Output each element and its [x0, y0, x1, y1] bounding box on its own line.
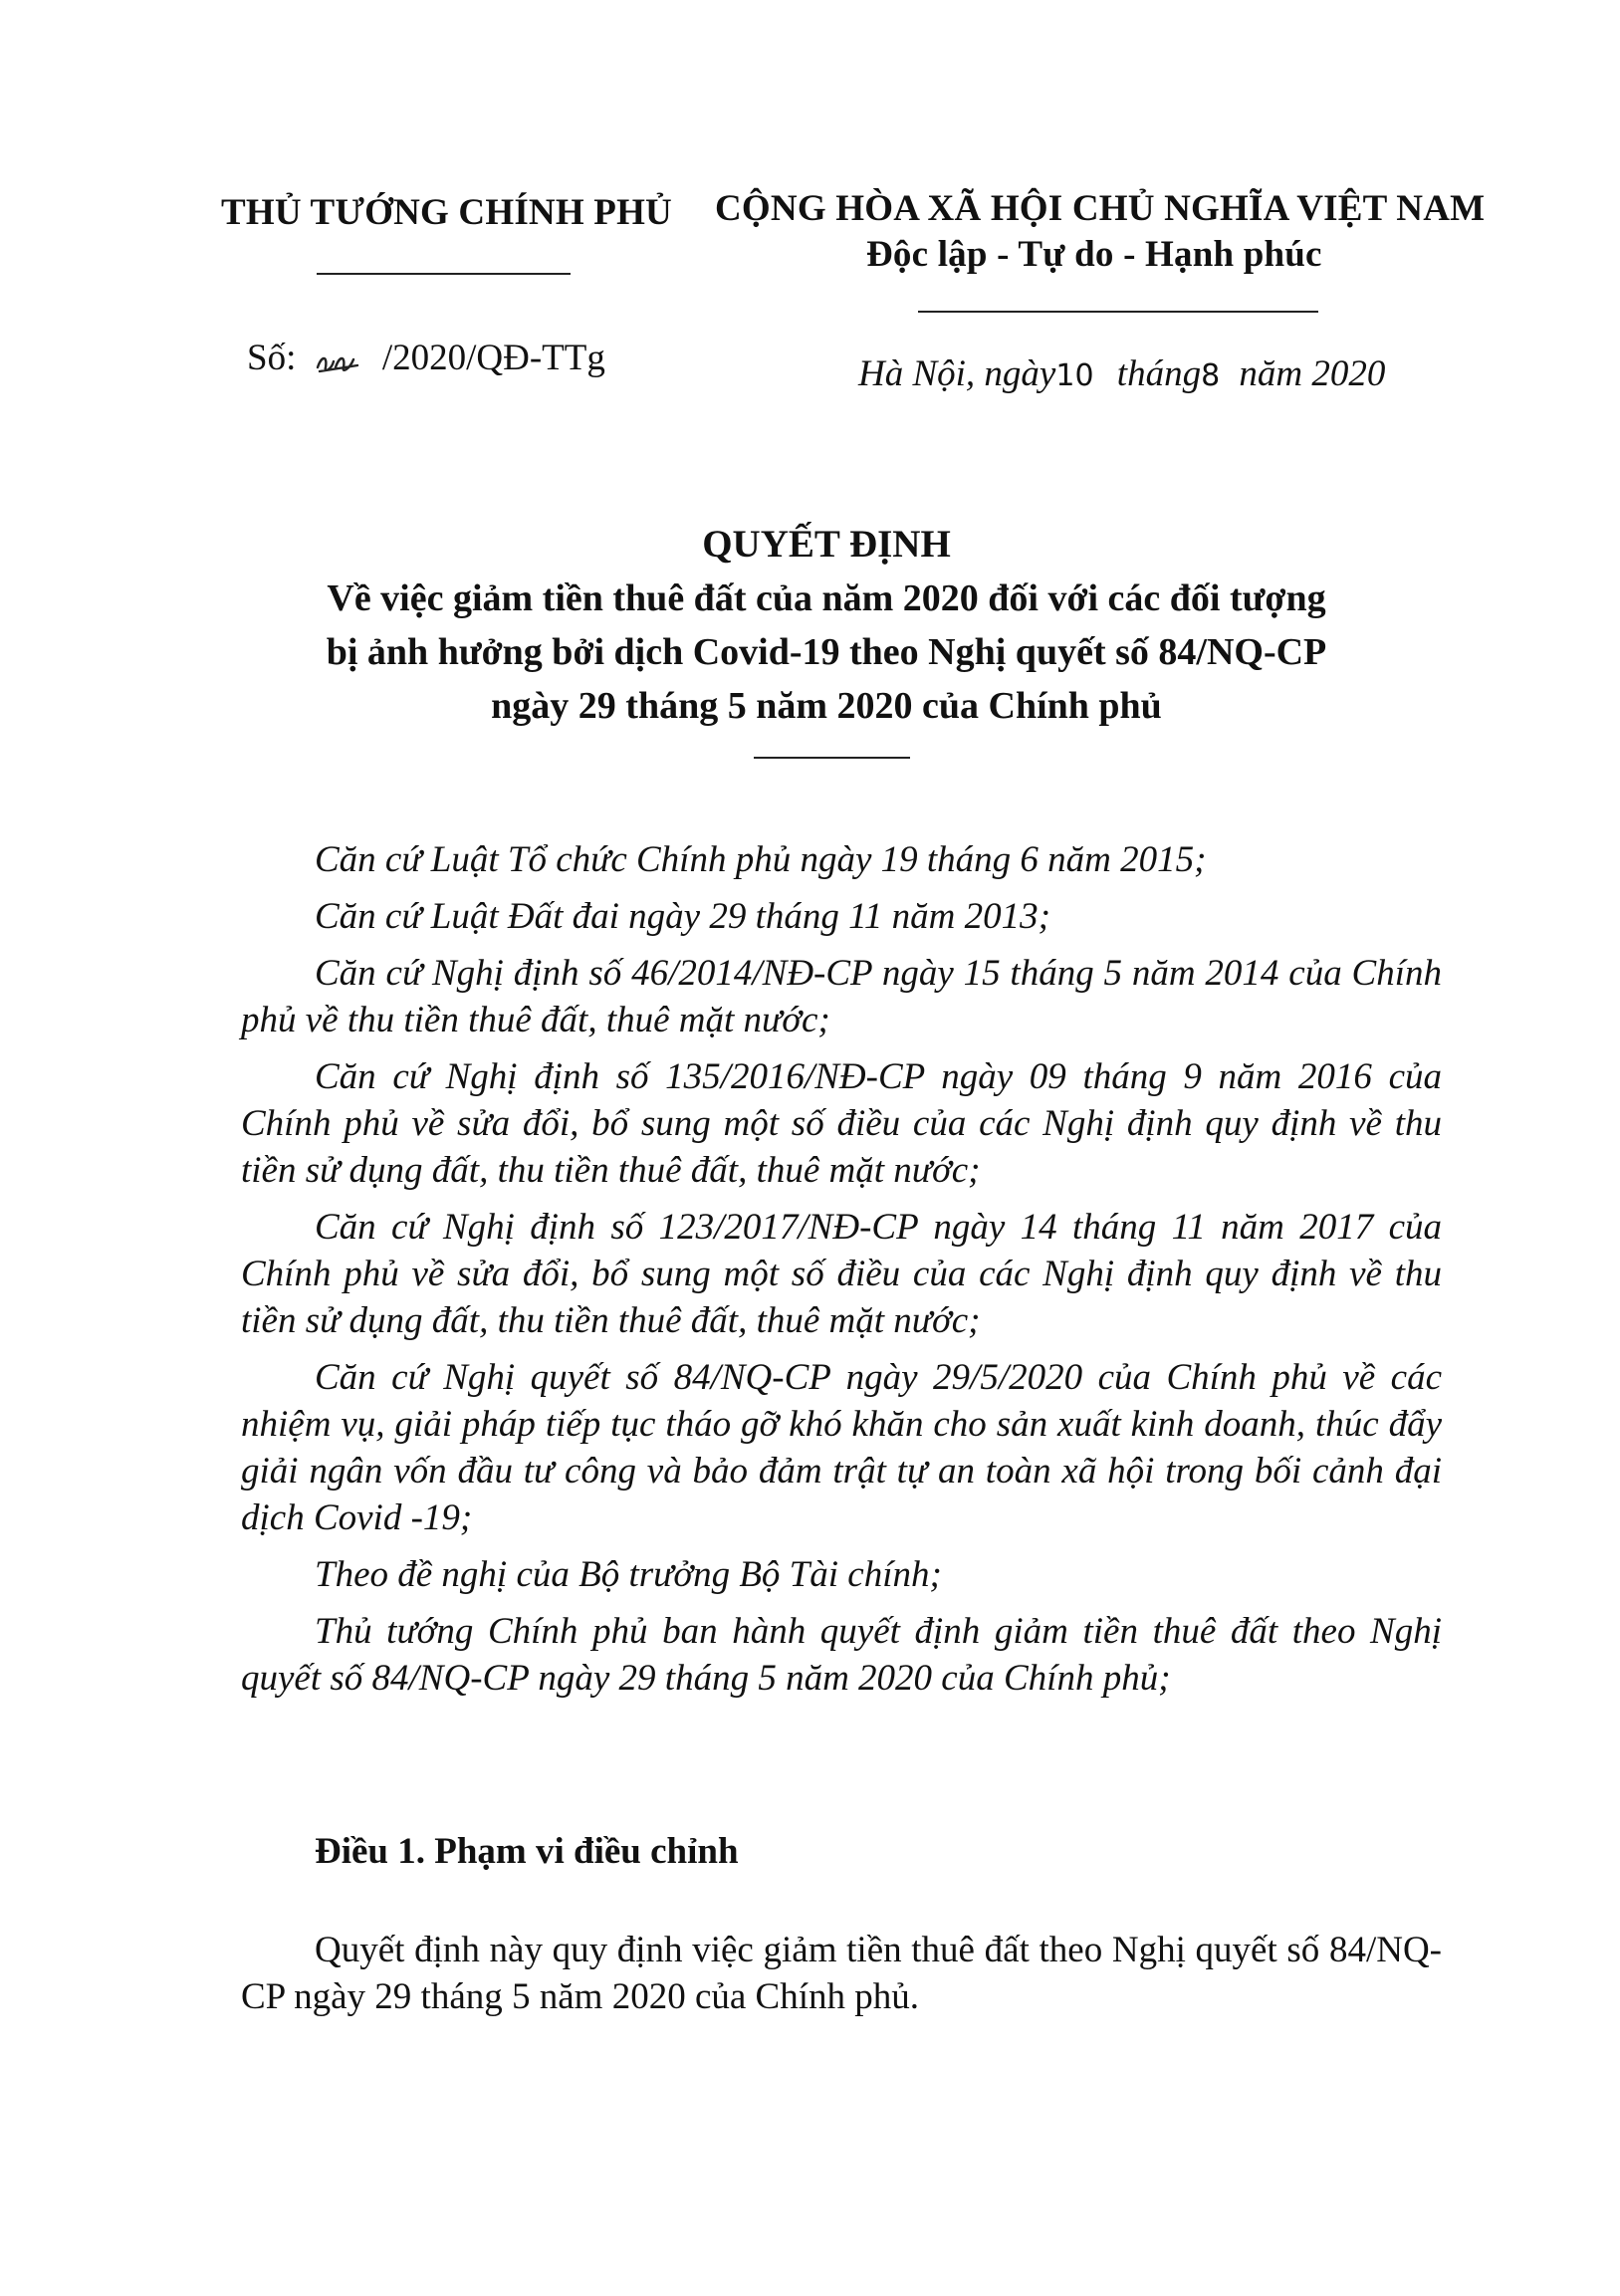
subject-line-2: bị ảnh hưởng bởi dịch Covid-19 theo Nghị quyết số 84/NQ-CP [326, 631, 1327, 673]
date-month: 8 [1201, 358, 1221, 393]
preamble-item: Căn cứ Luật Đất đai ngày 29 tháng 11 năm 2013; [315, 896, 1050, 937]
date-month-label: tháng [1116, 353, 1202, 394]
preamble-item: Theo đề nghị của Bộ trưởng Bộ Tài chính; [315, 1554, 942, 1595]
preamble-item: Căn cứ Nghị định số 135/2016/NĐ-CP ngày 09 tháng 9 năm 2016 của Chính phủ về sửa đổi, bổ sung một số điều của các Nghị định quy định về thu tiền sử dụng đất, thu tiền thuê đất, thuê mặt nước; [241, 1056, 1442, 1191]
motto-underline [918, 311, 1318, 313]
preamble-section [241, 836, 1442, 1702]
title-underline [754, 757, 910, 759]
document-type-heading: QUYẾT ĐỊNH [702, 523, 951, 566]
document-number [247, 337, 605, 379]
national-motto: Độc lập - Tự do - Hạnh phúc [866, 234, 1322, 275]
number-label: Số: [247, 338, 297, 378]
preamble-item: Căn cứ Luật Tổ chức Chính phủ ngày 19 tháng 6 năm 2015; [315, 839, 1207, 880]
authority-underline [317, 273, 571, 275]
issuing-authority: THỦ TƯỚNG CHÍNH PHỦ [221, 192, 672, 233]
preamble-item: Căn cứ Nghị định số 123/2017/NĐ-CP ngày 14 tháng 11 năm 2017 của Chính phủ về sửa đổi, bổ sung một số điều của các Nghị định quy định về thu tiền sử dụng đất, thu tiền thuê đất, thuê mặt nước; [241, 1207, 1442, 1341]
subject-line-1: Về việc giảm tiền thuê đất của năm 2020 đối với các đối tượng [327, 577, 1326, 619]
preamble-item: Căn cứ Nghị quyết số 84/NQ-CP ngày 29/5/2020 của Chính phủ về các nhiệm vụ, giải pháp tiếp tục tháo gỡ khó khăn cho sản xuất kinh doanh, thúc đẩy giải ngân vốn đầu tư công và bảo đảm trật tự an toàn xã hội trong bối cảnh đại dịch Covid -19; [241, 1357, 1442, 1538]
handwritten-number [314, 337, 371, 379]
preamble-item: Thủ tướng Chính phủ ban hành quyết định giảm tiền thuê đất theo Nghị quyết số 84/NQ-CP ngày 29 tháng 5 năm 2020 của Chính phủ; [241, 1611, 1442, 1699]
decision-title-block [179, 518, 1474, 733]
article-1-text: Quyết định này quy định việc giảm tiền thuê đất theo Nghị quyết số 84/NQ-CP ngày 29 tháng 5 năm 2020 của Chính phủ. [241, 1930, 1442, 2017]
article-1-body [241, 1927, 1442, 2020]
issue-date [858, 352, 1385, 395]
date-day: 10 [1055, 358, 1094, 393]
handwritten-number-mark [314, 345, 361, 375]
preamble-item: Căn cứ Nghị định số 46/2014/NĐ-CP ngày 15 tháng 5 năm 2014 của Chính phủ về thu tiền thuê đất, thuê mặt nước; [241, 953, 1442, 1040]
date-prefix: Hà Nội, ngày [858, 353, 1056, 394]
number-suffix: /2020/QĐ-TTg [381, 338, 605, 378]
national-title: CỘNG HÒA XÃ HỘI CHỦ NGHĨA VIỆT NAM [715, 188, 1486, 229]
subject-line-3: ngày 29 tháng 5 năm 2020 của Chính phủ [491, 685, 1162, 727]
date-year: năm 2020 [1239, 353, 1386, 394]
article-1-heading: Điều 1. Phạm vi điều chỉnh [315, 1831, 739, 1872]
